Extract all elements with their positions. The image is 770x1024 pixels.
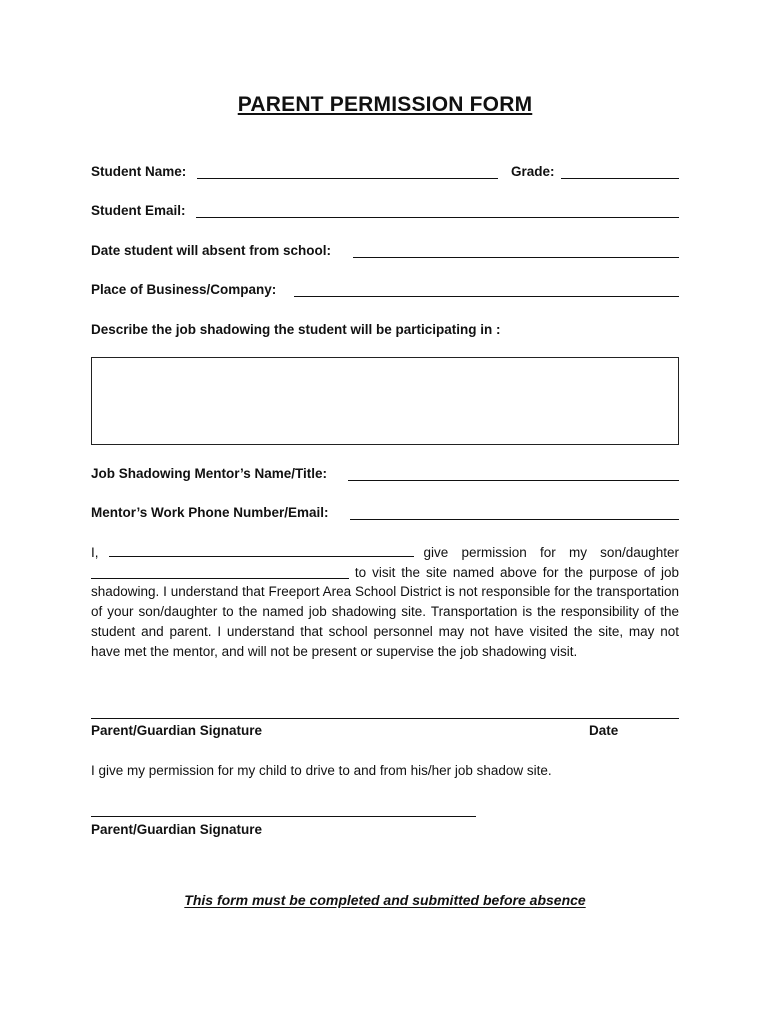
student-email-label: Student Email: [91,203,186,218]
student-name-field[interactable] [197,163,498,179]
mentor-name-field[interactable] [348,465,679,481]
permission-part2: to visit the site named above for the purpose of job shadowing. I understand that Freeport Area School District is not responsible for the transportation of your son/daughter to the named job shadowing site. Transportation is the responsibility of the student and parent. I understand that school personnel may not have visited the site, may not have met the mentor, and will not be present or supervise the job shadowing visit. [91,564,679,659]
permission-prefix: I, [91,545,99,560]
absence-date-field[interactable] [353,242,679,258]
mentor-contact-label: Mentor’s Work Phone Number/Email: [91,505,329,520]
parent-signature-label: Parent/Guardian Signature [91,723,263,738]
grade-field[interactable] [561,163,679,179]
drive-signature-line[interactable] [91,816,476,817]
signature-date-label: Date [589,723,619,738]
business-field[interactable] [294,281,679,297]
submission-note: This form must be completed and submitted before absence [184,892,586,908]
describe-label: Describe the job shadowing the student will be participating in : [91,322,501,337]
job-description-box[interactable] [91,357,679,445]
mentor-name-label: Job Shadowing Mentor’s Name/Title: [91,466,328,481]
page-title: PARENT PERMISSION FORM [237,93,533,116]
grade-label: Grade: [511,164,555,179]
parent-signature-line[interactable] [91,718,679,719]
absence-date-label: Date student will absent from school: [91,243,332,258]
drive-signature-label: Parent/Guardian Signature [91,822,263,837]
permission-statement [91,543,679,661]
student-name-label: Student Name: [91,164,187,179]
student-email-field[interactable] [196,202,679,218]
permission-part1: give permission for my son/daughter [423,545,679,560]
mentor-contact-field[interactable] [350,504,679,520]
business-label: Place of Business/Company: [91,282,277,297]
drive-permission-text: I give my permission for my child to drive to and from his/her job shadow site. [91,763,552,778]
parent-name-blank[interactable] [109,543,414,557]
child-name-blank[interactable] [91,565,349,579]
